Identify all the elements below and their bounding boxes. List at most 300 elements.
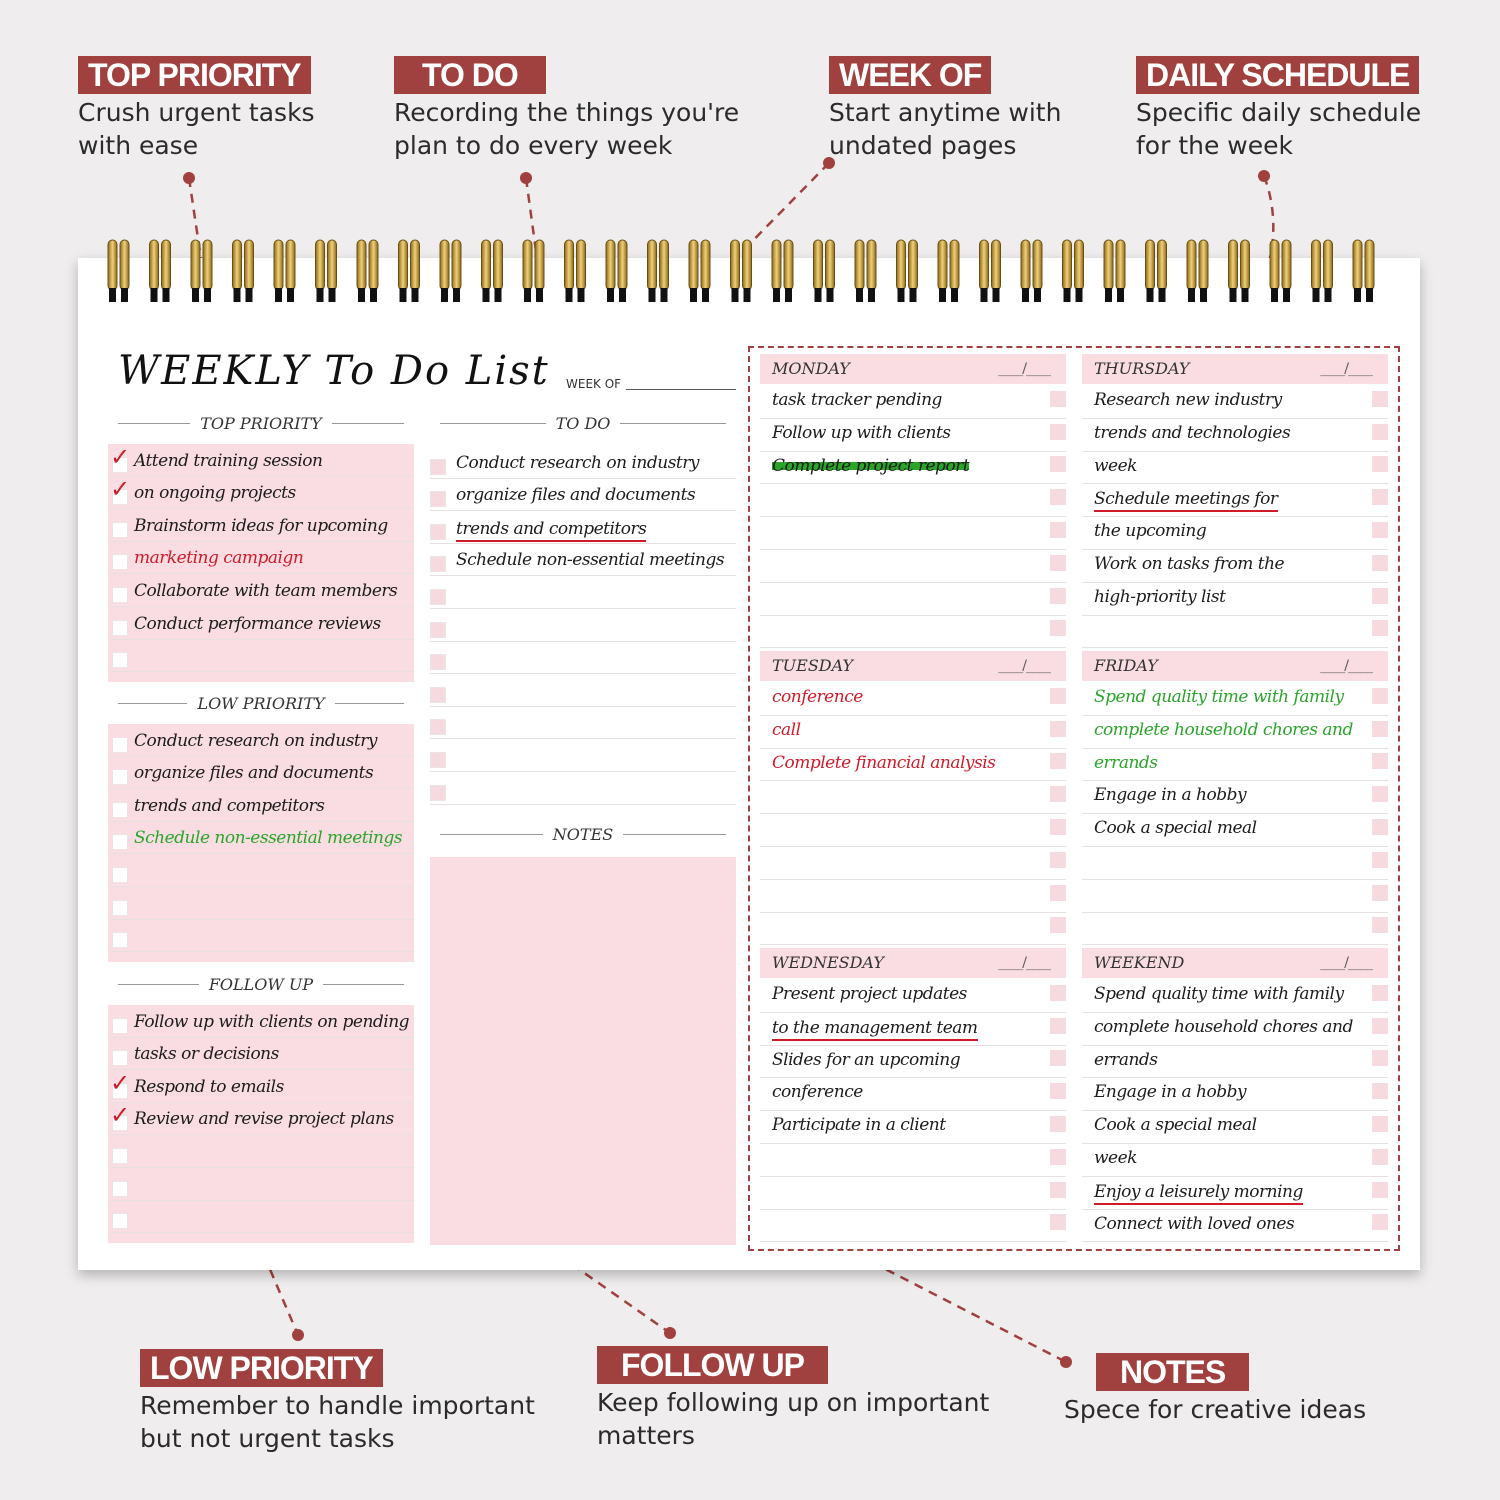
spiral-ring <box>535 240 544 290</box>
binding-hole <box>275 288 282 302</box>
schedule-line[interactable] <box>760 913 1066 946</box>
spiral-ring <box>1146 240 1155 290</box>
schedule-line[interactable] <box>760 781 1066 814</box>
checkbox[interactable] <box>1050 819 1066 835</box>
checkbox[interactable] <box>1050 885 1066 901</box>
binding-hole <box>1313 288 1320 302</box>
spiral-ring <box>950 240 959 290</box>
binding-hole <box>483 288 490 302</box>
spiral-ring <box>618 240 627 290</box>
task-entry: on ongoing projects <box>134 483 296 504</box>
schedule-entry: Spend quality time with family <box>1094 687 1344 707</box>
spiral-ring <box>660 240 669 290</box>
spiral-ring <box>826 240 835 290</box>
binding-hole <box>1325 288 1332 302</box>
day-date-field[interactable]: ____/____ <box>998 658 1050 674</box>
schedule-entry: trends and technologies <box>1094 422 1291 443</box>
checkbox[interactable] <box>1372 786 1388 802</box>
day-name: TUESDAY <box>772 656 854 675</box>
checkmark-icon: ✓ <box>110 442 131 471</box>
binding-hole <box>1022 288 1029 302</box>
checkbox[interactable] <box>112 1213 128 1229</box>
checkbox[interactable] <box>112 1181 128 1197</box>
schedule-entry: Schedule meetings for <box>1094 488 1278 512</box>
binding-hole <box>981 288 988 302</box>
list-line[interactable] <box>108 1168 414 1201</box>
checkbox[interactable] <box>1050 1018 1066 1034</box>
day-name: WEEKEND <box>1094 953 1185 972</box>
notes-heading: NOTES <box>430 825 736 844</box>
list-line[interactable] <box>108 854 414 887</box>
spiral-ring <box>482 240 491 290</box>
task-entry: trends and competitors <box>134 795 325 816</box>
spiral-ring <box>328 240 337 290</box>
day-name: WEDNESDAY <box>772 953 884 972</box>
schedule-line[interactable] <box>760 1144 1066 1177</box>
day-header-monday <box>760 354 1066 384</box>
checkbox[interactable] <box>1372 753 1388 769</box>
callout-low-priority <box>140 1349 535 1455</box>
binding-hole <box>370 288 377 302</box>
spiral-ring <box>897 240 906 290</box>
task-entry: Attend training session <box>134 450 323 471</box>
binding-hole <box>939 288 946 302</box>
binding-hole <box>578 288 585 302</box>
binding-hole <box>910 288 917 302</box>
list-line[interactable] <box>430 772 736 805</box>
schedule-line[interactable] <box>1082 880 1388 913</box>
checkbox[interactable] <box>1372 522 1388 538</box>
schedule-entry: Follow up with clients <box>772 422 951 443</box>
binding-hole <box>317 288 324 302</box>
binding-hole <box>732 288 739 302</box>
list-line[interactable] <box>430 739 736 772</box>
spiral-ring <box>1270 240 1279 290</box>
checkbox[interactable] <box>112 652 128 668</box>
checkbox[interactable] <box>1050 1116 1066 1132</box>
binding-hole <box>121 288 128 302</box>
checkbox[interactable] <box>1050 588 1066 604</box>
task-entry: tasks or decisions <box>134 1044 279 1065</box>
day-date-field[interactable]: ____/____ <box>998 361 1050 377</box>
checkbox[interactable] <box>430 752 446 768</box>
checkbox[interactable] <box>1050 1083 1066 1099</box>
checkbox[interactable] <box>430 556 446 572</box>
task-entry: Follow up with clients on pending <box>134 1011 410 1032</box>
spiral-ring <box>120 240 129 290</box>
checkbox[interactable] <box>1050 721 1066 737</box>
spiral-ring <box>867 240 876 290</box>
schedule-line[interactable] <box>1082 913 1388 946</box>
spiral-ring <box>150 240 159 290</box>
schedule-line[interactable] <box>760 484 1066 517</box>
schedule-entry: Cook a special meal <box>1094 1115 1257 1136</box>
spiral-ring <box>814 240 823 290</box>
checkbox[interactable] <box>1050 620 1066 636</box>
callout-tag: WEEK OF <box>829 56 991 94</box>
list-line[interactable] <box>108 920 414 953</box>
low-priority-heading: LOW PRIORITY <box>108 694 414 713</box>
day-date-field[interactable]: ____/____ <box>1320 955 1372 971</box>
checkbox[interactable] <box>1050 786 1066 802</box>
checkbox[interactable] <box>1372 489 1388 505</box>
checkbox[interactable] <box>112 932 128 948</box>
checkbox[interactable] <box>1372 456 1388 472</box>
schedule-entry: the upcoming <box>1094 521 1207 542</box>
day-name: MONDAY <box>772 359 850 378</box>
spiral-ring <box>648 240 657 290</box>
schedule-line[interactable] <box>760 1210 1066 1243</box>
spiral-ring <box>1241 240 1250 290</box>
list-line[interactable] <box>108 1135 414 1168</box>
checkbox[interactable] <box>112 522 128 538</box>
binding-hole <box>495 288 502 302</box>
day-header-wednesday <box>760 948 1066 978</box>
spiral-ring <box>1229 240 1238 290</box>
spiral-ring <box>286 240 295 290</box>
schedule-entry: Connect with loved ones <box>1094 1213 1295 1234</box>
checkbox[interactable] <box>112 769 128 785</box>
checkbox[interactable] <box>1050 555 1066 571</box>
checkbox[interactable] <box>1372 1018 1388 1034</box>
schedule-entry: errands <box>1094 752 1158 773</box>
spiral-ring <box>399 240 408 290</box>
binding-hole <box>1242 288 1249 302</box>
spiral-ring <box>1324 240 1333 290</box>
checkbox[interactable] <box>430 785 446 801</box>
spiral-ring <box>1075 240 1084 290</box>
spiral-ring <box>731 240 740 290</box>
binding-hole <box>619 288 626 302</box>
checkbox[interactable] <box>1372 424 1388 440</box>
callout-description: Keep following up on important matters <box>597 1388 990 1450</box>
checkbox[interactable] <box>1372 1050 1388 1066</box>
schedule-line[interactable] <box>760 616 1066 649</box>
binding-hole <box>1034 288 1041 302</box>
checkbox[interactable] <box>1372 1214 1388 1230</box>
checkbox[interactable] <box>430 524 446 540</box>
binding-hole <box>441 288 448 302</box>
spiral-ring <box>245 240 254 290</box>
checkbox[interactable] <box>112 620 128 636</box>
checkbox[interactable] <box>1050 1050 1066 1066</box>
callout-tag: TO DO <box>394 56 546 94</box>
checkbox[interactable] <box>1372 1182 1388 1198</box>
checkbox[interactable] <box>430 687 446 703</box>
checkbox[interactable] <box>112 1018 128 1034</box>
binding-hole <box>1366 288 1373 302</box>
checkbox[interactable] <box>430 719 446 735</box>
day-header-weekend <box>1082 948 1388 978</box>
schedule-entry: Present project updates <box>772 984 967 1004</box>
callout-top-priority <box>78 56 315 162</box>
spiral-ring <box>855 240 864 290</box>
schedule-entry: Enjoy a leisurely morning <box>1094 1181 1303 1205</box>
checkbox[interactable] <box>1372 819 1388 835</box>
checkbox[interactable] <box>430 654 446 670</box>
checkmark-icon: ✓ <box>110 1068 131 1097</box>
day-date-field[interactable]: ____/____ <box>1320 361 1372 377</box>
spiral-ring <box>369 240 378 290</box>
schedule-line[interactable] <box>760 583 1066 616</box>
callout-daily-schedule <box>1136 56 1421 162</box>
checkbox[interactable] <box>112 1050 128 1066</box>
checkbox[interactable] <box>1372 688 1388 704</box>
spiral-ring <box>191 240 200 290</box>
list-line[interactable] <box>108 887 414 920</box>
schedule-line[interactable] <box>760 880 1066 913</box>
spiral-ring <box>1104 240 1113 290</box>
spiral-ring <box>452 240 461 290</box>
day-header-friday <box>1082 651 1388 681</box>
checkbox[interactable] <box>430 589 446 605</box>
schedule-entry: Slides for an upcoming <box>772 1049 961 1070</box>
checkbox[interactable] <box>1050 688 1066 704</box>
schedule-entry: Participate in a client <box>772 1115 946 1136</box>
binding-hole <box>1105 288 1112 302</box>
list-line[interactable] <box>430 674 736 707</box>
day-date-field[interactable]: ____/____ <box>998 955 1050 971</box>
day-header-thursday <box>1082 354 1388 384</box>
spiral-ring <box>1187 240 1196 290</box>
checkbox[interactable] <box>112 737 128 753</box>
binding-hole <box>358 288 365 302</box>
callout-notes <box>1064 1353 1366 1426</box>
follow-up-heading: FOLLOW UP <box>108 975 414 994</box>
checkbox[interactable] <box>1050 391 1066 407</box>
task-entry: organize files and documents <box>134 763 374 784</box>
spiral-ring <box>494 240 503 290</box>
binding-hole <box>1271 288 1278 302</box>
list-line[interactable] <box>430 609 736 642</box>
callout-week-of <box>829 56 1061 162</box>
binding-hole <box>453 288 460 302</box>
day-name: THURSDAY <box>1094 359 1190 378</box>
checkbox[interactable] <box>112 867 128 883</box>
spiral-ring <box>1365 240 1374 290</box>
spiral-ring <box>980 240 989 290</box>
binding-hole <box>607 288 614 302</box>
spiral-ring <box>162 240 171 290</box>
binding-hole <box>951 288 958 302</box>
schedule-line[interactable] <box>760 847 1066 880</box>
day-header-tuesday <box>760 651 1066 681</box>
schedule-entry: task tracker pending <box>772 390 942 410</box>
week-of-input-line[interactable] <box>626 389 736 390</box>
spiral-ring <box>577 240 586 290</box>
day-date-field[interactable]: ____/____ <box>1320 658 1372 674</box>
checkbox[interactable] <box>1050 852 1066 868</box>
spiral-ring <box>565 240 574 290</box>
spiral-ring <box>316 240 325 290</box>
checkbox[interactable] <box>430 491 446 507</box>
schedule-entry: Complete project report <box>772 455 970 476</box>
schedule-line[interactable] <box>760 550 1066 583</box>
spiral-ring <box>909 240 918 290</box>
checkbox[interactable] <box>112 1148 128 1164</box>
binding-hole <box>702 288 709 302</box>
spiral-ring <box>689 240 698 290</box>
list-line[interactable] <box>108 1201 414 1234</box>
checkbox[interactable] <box>1372 852 1388 868</box>
checkbox[interactable] <box>1372 391 1388 407</box>
callout-tag: DAILY SCHEDULE <box>1136 56 1419 94</box>
binding-hole <box>1200 288 1207 302</box>
spiral-ring <box>233 240 242 290</box>
list-line[interactable] <box>430 576 736 609</box>
binding-hole <box>1064 288 1071 302</box>
spiral-ring <box>523 240 532 290</box>
spiral-ring <box>701 240 710 290</box>
week-of-label: WEEK OF <box>566 377 622 391</box>
binding-hole <box>868 288 875 302</box>
binding-hole <box>1283 288 1290 302</box>
binding-hole <box>1159 288 1166 302</box>
binding-hole <box>1354 288 1361 302</box>
task-entry: Schedule non-essential meetings <box>134 828 403 849</box>
binding-hole <box>1117 288 1124 302</box>
schedule-entry: errands <box>1094 1049 1158 1070</box>
task-entry: Conduct performance reviews <box>134 613 381 634</box>
spiral-ring <box>1353 240 1362 290</box>
schedule-line[interactable] <box>1082 847 1388 880</box>
checkbox[interactable] <box>1372 1116 1388 1132</box>
schedule-entry: high-priority list <box>1094 586 1226 607</box>
schedule-line[interactable] <box>760 716 1066 749</box>
schedule-entry: call <box>772 719 801 740</box>
checkmark-icon: ✓ <box>110 1101 131 1130</box>
binding-hole <box>1147 288 1154 302</box>
spiral-ring <box>411 240 420 290</box>
spiral-ring <box>743 240 752 290</box>
checkbox[interactable] <box>1372 1083 1388 1099</box>
binding-hole <box>815 288 822 302</box>
schedule-line[interactable] <box>760 517 1066 550</box>
spiral-ring <box>440 240 449 290</box>
checkbox[interactable] <box>1050 985 1066 1001</box>
list-line[interactable] <box>430 642 736 675</box>
callout-tag: FOLLOW UP <box>597 1346 828 1384</box>
checkbox[interactable] <box>1372 555 1388 571</box>
checkbox[interactable] <box>1050 489 1066 505</box>
checkbox[interactable] <box>1050 1214 1066 1230</box>
checkbox[interactable] <box>1050 1182 1066 1198</box>
checkbox[interactable] <box>1050 917 1066 933</box>
list-line[interactable] <box>108 640 414 673</box>
spiral-ring <box>1282 240 1291 290</box>
callout-description: Start anytime with undated pages <box>829 98 1062 160</box>
binding-hole <box>856 288 863 302</box>
callout-to-do <box>394 56 739 162</box>
checkbox[interactable] <box>1372 1149 1388 1165</box>
callout-tag: NOTES <box>1096 1353 1249 1391</box>
checkbox[interactable] <box>112 587 128 603</box>
checkbox[interactable] <box>1050 522 1066 538</box>
callout-description: Spece for creative ideas <box>1064 1395 1367 1424</box>
binding-hole <box>109 288 116 302</box>
spiral-ring <box>1021 240 1030 290</box>
binding-hole <box>287 288 294 302</box>
binding-hole <box>1188 288 1195 302</box>
binding-hole <box>649 288 656 302</box>
task-entry: Respond to emails <box>134 1076 284 1097</box>
checkbox[interactable] <box>112 802 128 818</box>
binding-hole <box>246 288 253 302</box>
binding-hole <box>566 288 573 302</box>
binding-hole <box>661 288 668 302</box>
schedule-entry: complete household chores and <box>1094 1016 1353 1037</box>
binding-hole <box>690 288 697 302</box>
binding-hole <box>412 288 419 302</box>
checkbox[interactable] <box>1372 588 1388 604</box>
binding-hole <box>827 288 834 302</box>
top-priority-heading: TOP PRIORITY <box>108 414 414 433</box>
schedule-entry: conference <box>772 1082 863 1103</box>
binding-hole <box>898 288 905 302</box>
checkbox[interactable] <box>1372 917 1388 933</box>
schedule-entry: Work on tasks from the <box>1094 554 1285 574</box>
callout-description: Specific daily schedule for the week <box>1136 98 1422 160</box>
binding-hole <box>744 288 751 302</box>
spiral-ring <box>992 240 1001 290</box>
callout-follow-up <box>597 1346 989 1452</box>
binding-hole <box>192 288 199 302</box>
schedule-entry: Cook a special meal <box>1094 818 1257 839</box>
binding-hole <box>204 288 211 302</box>
checkbox[interactable] <box>112 834 128 850</box>
checkbox[interactable] <box>1050 753 1066 769</box>
schedule-entry: week <box>1094 1148 1137 1168</box>
binding-hole <box>536 288 543 302</box>
schedule-entry: Research new industry <box>1094 390 1282 410</box>
day-name: FRIDAY <box>1094 656 1158 675</box>
spiral-ring <box>108 240 117 290</box>
spiral-ring <box>784 240 793 290</box>
schedule-line[interactable] <box>1082 616 1388 649</box>
checkbox[interactable] <box>1372 721 1388 737</box>
schedule-line[interactable] <box>760 1177 1066 1210</box>
task-entry: Schedule non-essential meetings <box>456 550 725 571</box>
checkbox[interactable] <box>112 900 128 916</box>
notes-area[interactable] <box>430 857 736 1245</box>
schedule-entry: week <box>1094 455 1137 476</box>
binding-hole <box>773 288 780 302</box>
checkbox[interactable] <box>1372 620 1388 636</box>
spiral-ring <box>772 240 781 290</box>
spiral-ring <box>1199 240 1208 290</box>
callout-description: Remember to handle important but not urgent tasks <box>140 1391 535 1453</box>
checkbox[interactable] <box>1372 985 1388 1001</box>
checkbox[interactable] <box>430 459 446 475</box>
binding-hole <box>1230 288 1237 302</box>
schedule-line[interactable] <box>760 814 1066 847</box>
schedule-entry: Engage in a hobby <box>1094 785 1247 806</box>
schedule-entry: Engage in a hobby <box>1094 1082 1247 1103</box>
checkbox[interactable] <box>1372 885 1388 901</box>
checkbox[interactable] <box>1050 456 1066 472</box>
checkbox[interactable] <box>112 554 128 570</box>
binding-hole <box>151 288 158 302</box>
checkbox[interactable] <box>430 622 446 638</box>
binding-hole <box>400 288 407 302</box>
binding-hole <box>329 288 336 302</box>
task-entry: Brainstorm ideas for upcoming <box>134 515 388 536</box>
task-entry: marketing campaign <box>134 548 304 569</box>
checkbox[interactable] <box>1050 1149 1066 1165</box>
checkbox[interactable] <box>1050 424 1066 440</box>
task-entry: Review and revise project plans <box>134 1109 394 1130</box>
list-line[interactable] <box>430 707 736 740</box>
